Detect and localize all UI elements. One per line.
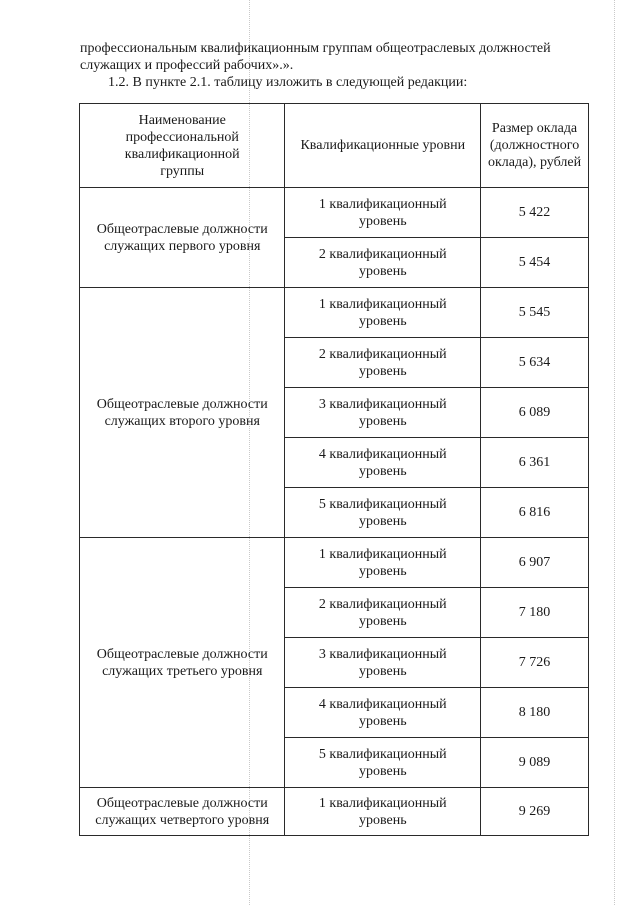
salary-cell: 5 422 [481, 188, 589, 238]
salary-cell: 5 545 [481, 288, 589, 338]
level-label: 2 квалификационный уровень [318, 246, 447, 279]
level-cell [285, 788, 481, 836]
header-levels: Квалификационные уровни [285, 104, 481, 188]
level-cell [285, 388, 481, 438]
salary-cell: 5 634 [481, 338, 589, 388]
header-group-name: Наименование профессиональной квалификационной группы [80, 104, 285, 188]
header-salary: Размер оклада (должностного оклада), рублей [481, 104, 589, 188]
level-label: 3 квалификационный уровень [318, 396, 447, 429]
group-name-cell: Общеотраслевые должности служащих четвертого уровня [80, 788, 285, 836]
level-label: 2 квалификационный уровень [318, 346, 447, 379]
salary-cell: 6 361 [481, 438, 589, 488]
level-cell [285, 188, 481, 238]
level-label: 3 квалификационный уровень [318, 646, 447, 679]
page-edge-mark [614, 0, 615, 905]
salary-cell: 7 726 [481, 638, 589, 688]
level-label: 2 квалификационный уровень [318, 596, 447, 629]
table-row [80, 288, 589, 338]
intro-line-1: профессиональным квалификационным группам общеотраслевых должностей [80, 41, 551, 56]
group-name-cell: Общеотраслевые должности служащих второго уровня [80, 288, 285, 538]
level-cell [285, 288, 481, 338]
level-cell [285, 738, 481, 788]
salary-cell: 8 180 [481, 688, 589, 738]
salary-table [79, 103, 589, 836]
level-cell [285, 488, 481, 538]
level-cell [285, 338, 481, 388]
level-label: 1 квалификационный уровень [318, 296, 447, 329]
intro-text [80, 40, 600, 91]
intro-line-2: служащих и профессий рабочих».». [80, 58, 294, 73]
level-cell [285, 688, 481, 738]
level-cell [285, 238, 481, 288]
level-label: 1 квалификационный уровень [318, 196, 447, 229]
salary-cell: 6 907 [481, 538, 589, 588]
salary-cell: 7 180 [481, 588, 589, 638]
salary-cell: 6 089 [481, 388, 589, 438]
table-row [80, 788, 589, 836]
level-label: 4 квалификационный уровень [318, 696, 447, 729]
level-label: 5 квалификационный уровень [318, 496, 447, 529]
level-cell [285, 438, 481, 488]
table-body [80, 188, 589, 836]
group-name-cell: Общеотраслевые должности служащих третьего уровня [80, 538, 285, 788]
level-cell [285, 538, 481, 588]
level-label: 1 квалификационный уровень [318, 546, 447, 579]
salary-cell: 6 816 [481, 488, 589, 538]
level-cell [285, 638, 481, 688]
salary-cell: 9 269 [481, 788, 589, 836]
header-row [80, 104, 589, 188]
group-name-cell: Общеотраслевые должности служащих первого уровня [80, 188, 285, 288]
table-row [80, 188, 589, 238]
intro-line-3: 1.2. В пункте 2.1. таблицу изложить в следующей редакции: [108, 75, 468, 90]
level-label: 1 квалификационный уровень [318, 795, 447, 828]
level-label: 5 квалификационный уровень [318, 746, 447, 779]
table-row [80, 538, 589, 588]
salary-cell: 9 089 [481, 738, 589, 788]
level-label: 4 квалификационный уровень [318, 446, 447, 479]
level-cell [285, 588, 481, 638]
salary-cell: 5 454 [481, 238, 589, 288]
